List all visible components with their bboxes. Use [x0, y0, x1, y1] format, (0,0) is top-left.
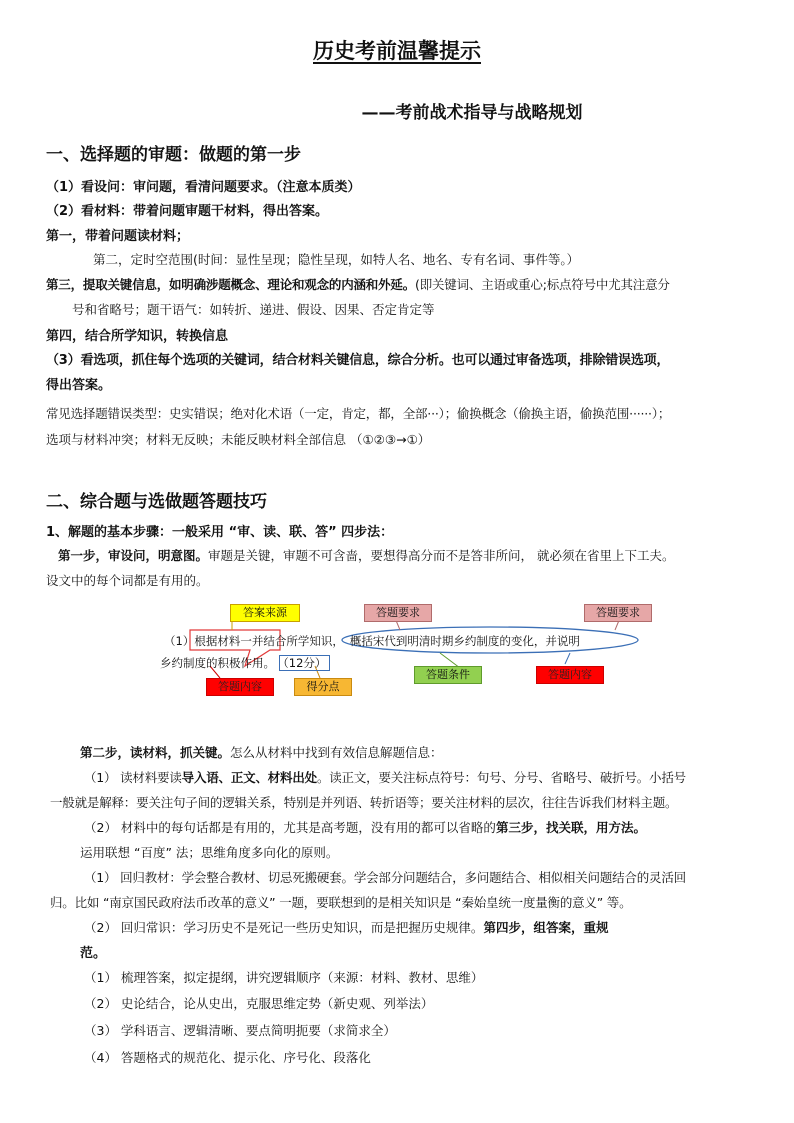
tag-answer-source: 答案来源: [230, 604, 300, 622]
q-requirement: 概括宋代到明清时期乡约制度的变化: [349, 634, 534, 648]
s2-r3: [84, 818, 646, 836]
line-content2: [565, 653, 570, 664]
s2-p2-rest: 审题是关键，审题不可含啬，要想得高分而不是答非所问， 就必须在省里上下工夫。: [208, 548, 675, 563]
q-role: 乡约制度的积极作用: [160, 656, 264, 670]
s2-r11: （3） 学科语言、逻辑清晰、要点简明扼要（求简求全）: [84, 1023, 396, 1038]
s1-p3: 第一，带着问题读材料；: [46, 229, 190, 244]
s2-step2-bold: 第二步，读材料，抓关键。: [80, 745, 231, 760]
s2-step2: [80, 743, 443, 761]
page-subtitle: ——考前战术指导与战略规划: [361, 103, 583, 123]
question-annotation-diagram: [150, 600, 650, 696]
s1-p7: 第四，结合所学知识，转换信息: [46, 329, 229, 344]
s2-r7-b: 第四步，组答案，重规: [483, 920, 609, 935]
s2-r4: 运用联想 “百度” 法；思维角度多向化的原则。: [80, 845, 339, 860]
q-period: 。: [263, 656, 275, 670]
q-prefix: （1）: [164, 634, 195, 648]
s2-r9: （1） 梳理答案，拟定提纲，讲究逻辑顺序（来源：材料、教材、思维）: [84, 970, 484, 985]
s2-r3-a: （2） 材料中的每句话都是有用的，尤其是高考题，没有用的都可以省略的: [84, 820, 496, 835]
tag-answer-condition: 答题条件: [414, 666, 482, 684]
s2-r1-c: 。读正文，要关注标点符号：句号、分号、省略号、破折号。小括号: [316, 770, 686, 785]
s1-p5: [46, 275, 670, 293]
tag-answer-requirement-2: 答题要求: [584, 604, 652, 622]
diagram-question-line2: [160, 655, 330, 671]
q-source: 根据材料一并结合所学知识: [194, 634, 333, 648]
s1-p11: 选项与材料冲突；材料无反映；未能反映材料全部信息 （①②③→①）: [46, 432, 431, 447]
s2-r8: 范。: [80, 946, 107, 961]
s1-p1: （1）看设问：审问题，看清问题要求。（注意本质类）: [46, 180, 361, 195]
s2-r1-b: 导入语、正文、材料出处: [181, 770, 317, 785]
s2-r1-a: （1） 读材料要读: [84, 770, 182, 785]
s1-p5-bold: 第三，提取关键信息，如明确涉题概念、理论和观念的内涵和外延。: [46, 277, 416, 292]
diagram-question-line1: [164, 633, 580, 649]
s2-r1: [84, 768, 686, 786]
section1-heading: 一、选择题的审题：做题的第一步: [46, 145, 301, 165]
s1-p6: 号和省略号；题干语气：如转折、递进、假设、因果、否定肯定等: [72, 302, 435, 317]
s1-p2: （2）看材料：带着问题审题干材料，得出答案。: [46, 204, 329, 219]
tag-answer-requirement-1: 答题要求: [364, 604, 432, 622]
s2-r7: [84, 918, 608, 936]
s2-r12: （4） 答题格式的规范化、提示化、序号化、段落化: [84, 1050, 371, 1065]
tag-answer-content-1: 答题内容: [206, 678, 274, 696]
section2-heading: 二、综合题与选做题答题技巧: [46, 492, 267, 512]
s2-r2: 一般就是解释：要关注句子间的逻辑关系，特别是并列语、转折语等；要关注材料的层次，往往告诉我们材料主题。: [50, 795, 678, 810]
s2-r7-a: （2） 回归常识：学习历史不是死记一些历史知识，而是把握历史规律。: [84, 920, 484, 935]
s2-r6: 归。比如 “南京国民政府法币改革的意义” 一题，要联想到的是相关知识是 “秦始皇统一度量衡的意义” 等。: [50, 895, 632, 910]
s1-p8: （3）看选项，抓住每个选项的关键词，结合材料关键信息，综合分析。也可以通过审备选项，排除错误选项，: [46, 353, 670, 368]
s1-p4: 第二，定时空范围(时间：显性呈现；隐性呈现，如特人名、地名、专有名词、事件等。）: [93, 252, 580, 267]
s2-r10: （2） 史论结合，论从史出，克服思维定势（新史观、列举法）: [84, 996, 434, 1011]
s2-p1: 1、解题的基本步骤：一般采用 “审、读、联、答” 四步法：: [46, 525, 394, 540]
q-score: （12分）: [279, 655, 330, 671]
page-title: 历史考前温馨提示: [313, 39, 481, 63]
s2-p2-bold: 第一步，审设问，明意图。: [58, 548, 209, 563]
s2-p2: [58, 546, 675, 564]
s1-p10: 常见选择题错误类型：史实错误；绝对化术语（一定，肯定，都，全部···）；偷换概念（偷换主语，偷换范围······）；: [46, 406, 671, 421]
s2-p3: 设文中的每个词都是有用的。: [46, 573, 209, 588]
s2-r3-b: 第三步，找关联，用方法。: [495, 820, 646, 835]
q-comma: ，: [332, 634, 344, 648]
s1-p5-rest: (即关键词、主语或重心;标点符号中尤其注意分: [415, 277, 670, 292]
tag-score-points: 得分点: [294, 678, 352, 696]
s2-step2-rest: 怎么从材料中找到有效信息解题信息：: [230, 745, 443, 760]
s1-p9: 得出答案。: [46, 378, 112, 393]
s2-r5: （1） 回归教材：学会整合教材、切忌死搬硬套。学会部分问题结合，多问题结合、相似相关问题结合的灵活回: [84, 870, 686, 885]
tag-answer-content-2: 答题内容: [536, 666, 604, 684]
q-explain: ，并说明: [533, 634, 580, 648]
